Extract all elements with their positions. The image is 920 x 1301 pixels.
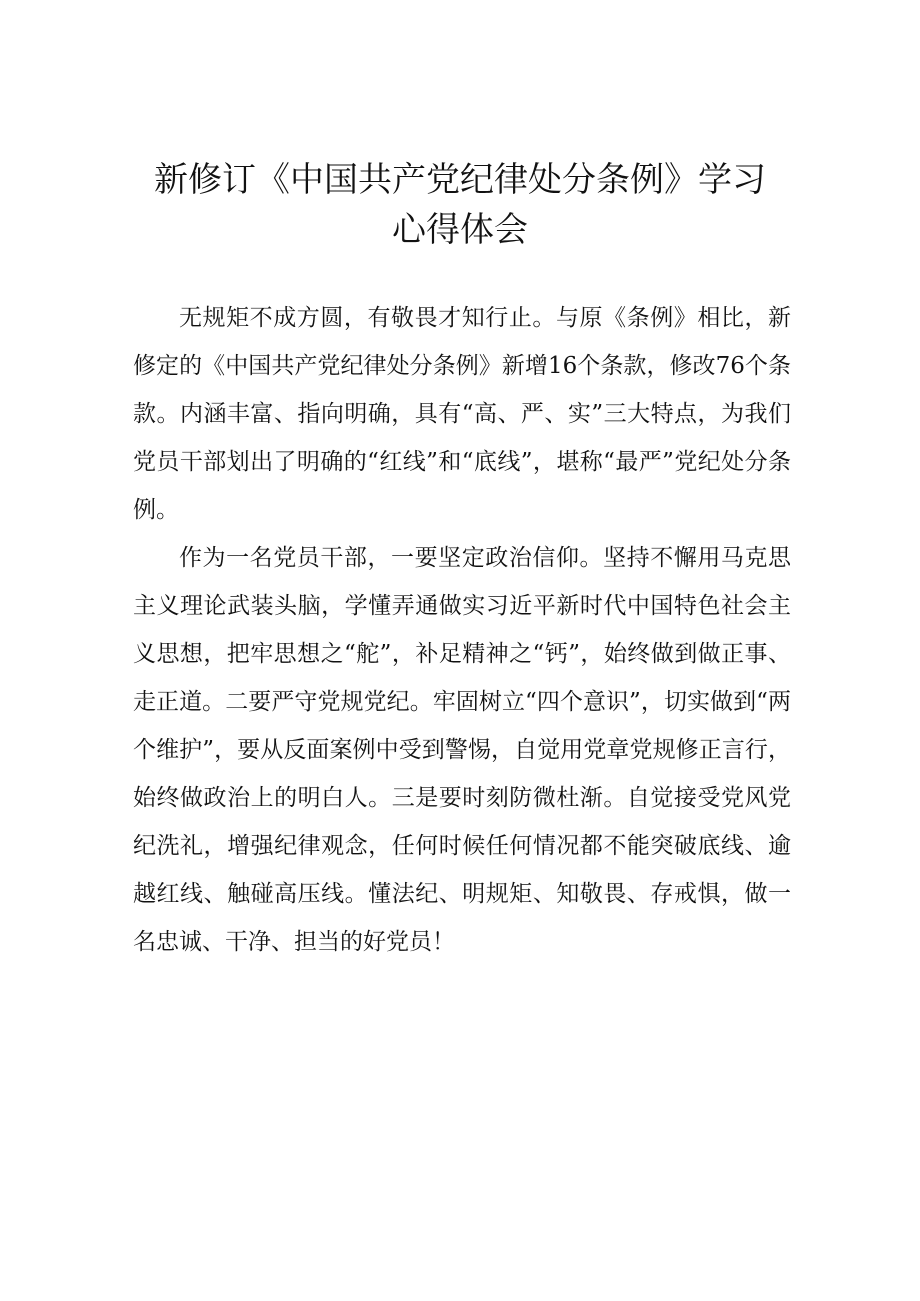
title-line-2: 心得体会 — [392, 210, 528, 250]
document-body — [133, 294, 791, 966]
title-line-1: 新修订《中国共产党纪律处分条例》学习 — [154, 160, 766, 200]
paragraph-1: 无规矩不成方圆，有敬畏才知行止。与原《条例》相比，新修定的《中国共产党纪律处分条例》新增16个条款，修改76个条款。内涵丰富、指向明确，具有“高、严、实”三大特点，为我们党员干部划出了明确的“红线”和“底线”，堪称“最严”党纪处分条例。 — [133, 305, 791, 523]
paragraph-2: 作为一名党员干部，一要坚定政治信仰。坚持不懈用马克思主义理论武装头脑，学懂弄通做实习近平新时代中国特色社会主义思想，把牢思想之“舵”，补足精神之“钙”，始终做到做正事、走正道。二要严守党规党纪。牢固树立“四个意识”，切实做到“两个维护”，要从反面案例中受到警惕，自觉用党章党规修正言行，始终做政治上的明白人。三是要时刻防微杜渐。自觉接受党风党纪洗礼，增强纪律观念，任何时候任何情况都不能突破底线、逾越红线、触碰高压线。懂法纪、明规矩、知敬畏、存戒惧，做一名忠诚、干净、担当的好党员！ — [133, 545, 791, 955]
document-title — [0, 155, 920, 255]
